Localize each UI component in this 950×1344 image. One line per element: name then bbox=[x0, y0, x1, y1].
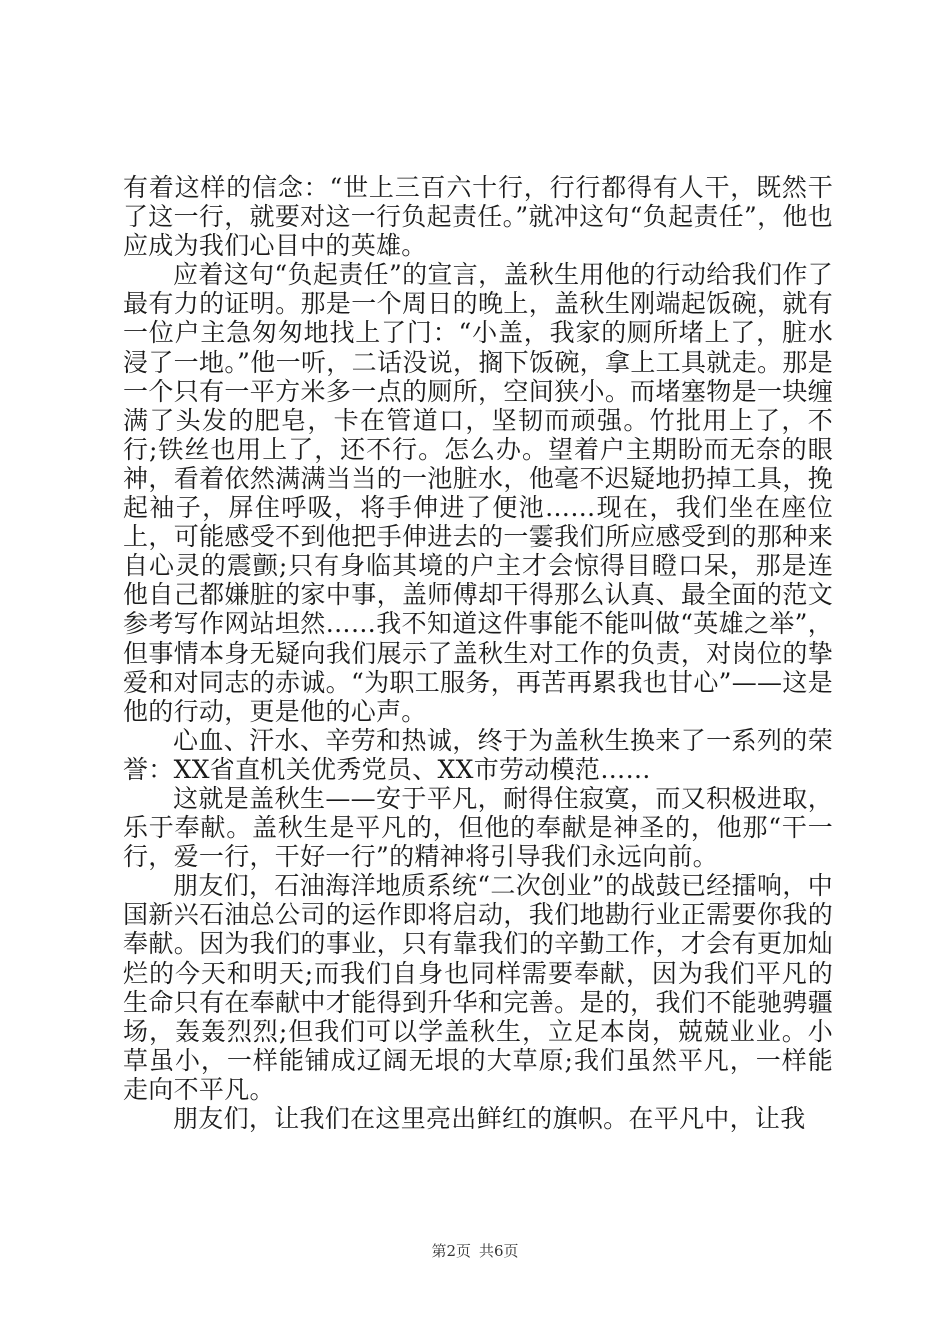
paragraph-5: 朋友们，石油海洋地质系统“二次创业”的战鼓已经擂响，中国新兴石油总公司的运作即将启动，我们地勘行业正需要你我的奉献。因为我们的事业，只有靠我们的辛勤工作，才会有更加灿烂的今天和明天;而我们自身也同样需要奉献，因为我们平凡的生命只有在奉献中才能得到升华和完善。是的，我们不能驰骋疆场，轰轰烈烈;但我们可以学盖秋生，立足本岗，兢兢业业。小草虽小，一样能铺成辽阔无垠的大草原;我们虽然平凡，一样能走向不平凡。 bbox=[123, 871, 833, 1104]
page-total: 共6页 bbox=[479, 1242, 519, 1260]
paragraph-3: 心血、汗水、辛劳和热诚，终于为盖秋生换来了一系列的荣誉：XX省直机关优秀党员、XX市劳动模范…… bbox=[123, 725, 833, 784]
paragraph-2: 应着这句“负起责任”的宣言，盖秋生用他的行动给我们作了最有力的证明。那是一个周日的晚上，盖秋生刚端起饭碗，就有一位户主急匆匆地找上了门：“小盖，我家的厕所堵上了，脏水浸了一地。”他一听，二话没说，搁下饭碗，拿上工具就走。那是一个只有一平方米多一点的厕所，空间狭小。而堵塞物是一块缠满了头发的肥皂，卡在管道口，坚韧而顽强。竹批用上了，不行;铁丝也用上了，还不行。怎么办。望着户主期盼而无奈的眼神，看着依然满满当当的一池脏水，他毫不迟疑地扔掉工具，挽起袖子，屏住呼吸，将手伸进了便池……现在，我们坐在座位上，可能感受不到他把手伸进去的一霎我们所应感受到的那种来自心灵的震颤;只有身临其境的户主才会惊得目瞪口呆，那是连他自己都嫌脏的家中事，盖师傅却干得那么认真、最全面的范文参考写作网站坦然……我不知道这件事能不能叫做“英雄之举”，但事情本身无疑向我们展示了盖秋生对工作的负责，对岗位的挚爱和对同志的赤诚。“为职工服务，再苦再累我也甘心”——这是他的行动，更是他的心声。 bbox=[123, 260, 833, 726]
paragraph-1: 有着这样的信念：“世上三百六十行，行行都得有人干，既然干了这一行，就要对这一行负起责任。”就冲这句“负起责任”，他也应成为我们心目中的英雄。 bbox=[123, 173, 833, 261]
paragraph-4: 这就是盖秋生——安于平凡，耐得住寂寞，而又积极进取，乐于奉献。盖秋生是平凡的，但他的奉献是神圣的，他那“干一行，爱一行，干好一行”的精神将引导我们永远向前。 bbox=[123, 783, 833, 872]
document-body bbox=[123, 173, 833, 1133]
paragraph-6: 朋友们，让我们在这里亮出鲜红的旗帜。在平凡中，让我 bbox=[173, 1104, 806, 1133]
page-footer bbox=[0, 1241, 950, 1261]
page-number: 第2页 bbox=[431, 1242, 471, 1260]
